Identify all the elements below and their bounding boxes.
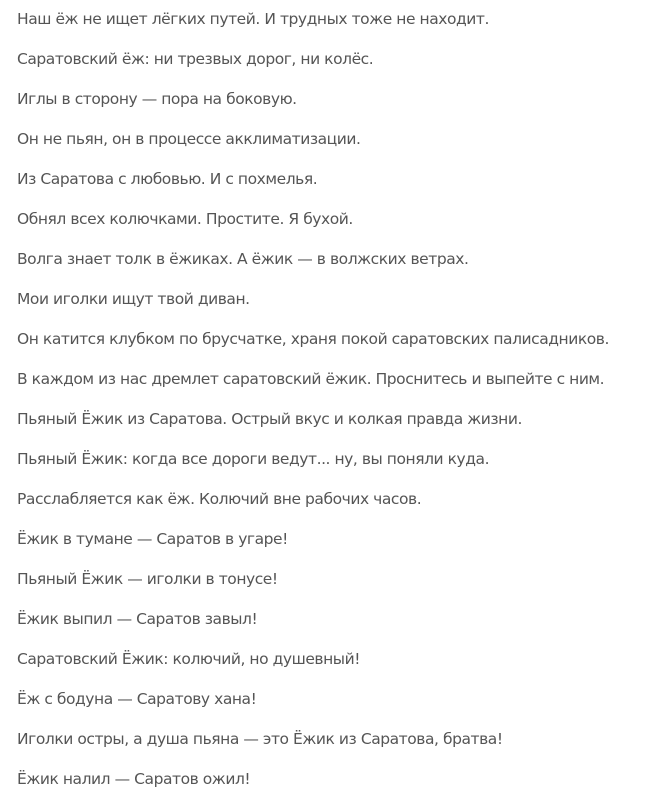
slogan-line: Иголки остры, а душа пьяна — это Ёжик из Саратова, братва! [17,730,503,748]
slogan-line: Из Саратова с любовью. И с похмелья. [17,170,318,188]
slogan-line: Волга знает толк в ёжиках. А ёжик — в волжских ветрах. [17,250,469,268]
slogan-list [17,0,609,799]
slogan-line: Обнял всех колючками. Простите. Я бухой. [17,210,353,228]
slogan-line: Саратовский ёж: ни трезвых дорог, ни колёс. [17,50,374,68]
slogan-line: Расслабляется как ёж. Колючий вне рабочих часов. [17,490,422,508]
slogan-line: Ёжик выпил — Саратов завыл! [17,610,258,628]
slogan-line: Ёжик налил — Саратов ожил! [17,770,251,788]
slogan-line: Пьяный Ёжик: когда все дороги ведут... ну, вы поняли куда. [17,450,490,468]
slogan-line: Он катится клубком по брусчатке, храня покой саратовских палисадников. [17,330,609,348]
slogan-line: Пьяный Ёжик из Саратова. Острый вкус и колкая правда жизни. [17,410,522,428]
slogan-line: Саратовский Ёжик: колючий, но душевный! [17,650,360,668]
slogan-line: Наш ёж не ищет лёгких путей. И трудных тоже не находит. [17,10,489,28]
slogan-line: Мои иголки ищут твой диван. [17,290,250,308]
slogan-line: Ёжик в тумане — Саратов в угаре! [17,530,288,548]
slogan-line: Он не пьян, он в процессе акклиматизации. [17,130,361,148]
slogan-line: В каждом из нас дремлет саратовский ёжик. Проснитесь и выпейте с ним. [17,370,605,388]
slogan-line: Пьяный Ёжик — иголки в тонусе! [17,570,278,588]
slogan-line: Иглы в сторону — пора на боковую. [17,90,297,108]
slogan-line: Ёж с бодуна — Саратову хана! [17,690,257,708]
